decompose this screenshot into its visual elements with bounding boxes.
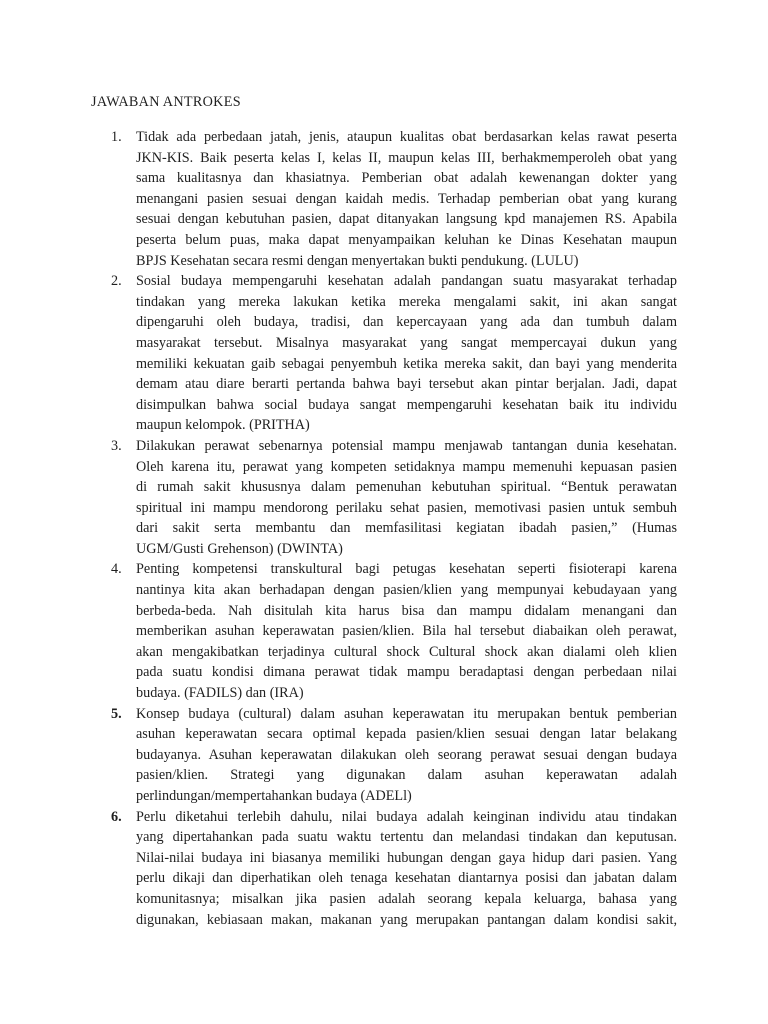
- answer-number: 5.: [111, 705, 122, 722]
- answer-line: komunitasnya; misalkan jika pasien adalah seorang kepala keluarga, bahasa yang: [136, 890, 677, 907]
- answer-line: Oleh karena itu, perawat yang kompeten setidaknya mampu memenuhi kepuasan pasien: [136, 458, 677, 475]
- answer-item: [0, 704, 768, 807]
- answer-line: Nilai-nilai budaya ini biasanya memiliki hubungan dengan gaya hidup dari pasien. Yang: [136, 849, 677, 866]
- answer-item: [0, 807, 768, 931]
- answer-line: memberikan asuhan keperawatan pasien/klien. Bila hal tersebut diabaikan oleh perawat,: [136, 623, 677, 640]
- answer-item: [0, 271, 768, 436]
- answer-line: spiritual ini mampu mendorong perilaku sehat pasien, memotivasi pasien untuk sembuh: [136, 499, 677, 516]
- answer-line: maupun kelompok. (PRITHA): [136, 417, 310, 434]
- answer-line: Penting kompetensi transkultural bagi petugas kesehatan seperti fisioterapi karena: [136, 561, 677, 578]
- answer-item: [0, 436, 768, 560]
- answer-line: perlindungan/mempertahankan budaya (ADELl): [136, 788, 412, 804]
- answer-line: dipengaruhi oleh budaya, tradisi, dan kepercayaan yang ada dan tumbuh dalam: [136, 314, 677, 331]
- answer-line: di rumah sakit khususnya dalam pemenuhan kebutuhan spiritual. “Bentuk perawatan: [136, 479, 677, 496]
- answer-line: BPJS Kesehatan secara resmi dengan menyertakan bukti pendukung. (LULU): [136, 252, 579, 269]
- answer-line: dari sakit serta membantu dan memfasilitasi kegiatan ibadah pasien,” (Humas: [136, 520, 677, 537]
- answer-line: JKN-KIS. Baik peserta kelas I, kelas II, maupun kelas III, berhakmemperoleh obat yang: [136, 149, 677, 166]
- answer-text: [136, 127, 677, 271]
- answer-line: peserta belum puas, maka dapat menyampaikan keluhan ke Dinas Kesehatan maupun: [136, 231, 677, 248]
- answer-line: menangani pasien sesuai dengan kaidah medis. Terhadap pemberian obat yang kurang: [136, 190, 677, 207]
- answer-line: pasien/klien. Strategi yang digunakan dalam asuhan keperawatan adalah: [136, 767, 677, 784]
- document-title: JAWABAN ANTROKES: [91, 94, 241, 110]
- answer-line: memiliki kekuatan gaib sebagai penyembuh ketika mereka sakit, dan bayi yang menderita: [136, 355, 677, 372]
- answer-list: [0, 127, 768, 930]
- answer-line: Tidak ada perbedaan jatah, jenis, ataupun kualitas obat berdasarkan kelas rawat peserta: [136, 129, 677, 145]
- answer-line: masyarakat tersebut. Misalnya masyarakat yang sangat mempercayai dukun yang: [136, 334, 677, 351]
- answer-text: [136, 704, 677, 807]
- answer-line: demam atau diare berarti pertanda bahwa bayi tersebut akan pintar berjalan. Jadi, dapat: [136, 376, 677, 393]
- answer-item: [0, 127, 768, 271]
- answer-line: pada suatu kondisi dimana perawat tidak mampu beradaptasi dengan perbedaan nilai: [136, 664, 677, 681]
- answer-number: 6.: [111, 808, 122, 825]
- answer-line: Sosial budaya mempengaruhi kesehatan adalah pandangan suatu masyarakat terhadap: [136, 273, 677, 290]
- answer-line: digunakan, kebiasaan makan, makanan yang merupakan pantangan dalam kondisi sakit,: [136, 911, 677, 928]
- answer-number: 3.: [111, 437, 122, 454]
- answer-line: akan mengakibatkan terjadinya cultural shock Cultural shock akan dialami oleh klien: [136, 643, 677, 660]
- answer-line: asuhan keperawatan secara optimal kepada pasien/klien sesuai dengan latar belakang: [136, 726, 677, 743]
- answer-line: UGM/Gusti Grehenson) (DWINTA): [136, 540, 343, 557]
- answer-text: [136, 436, 677, 560]
- answer-text: [136, 559, 677, 703]
- answer-number: 2.: [111, 273, 122, 290]
- answer-number: 1.: [111, 129, 122, 145]
- answer-line: nantinya kita akan berhadapan dengan pasien/klien yang mempunyai kebudayaan yang: [136, 582, 677, 599]
- answer-line: Dilakukan perawat sebenarnya potensial mampu menjawab tantangan dunia kesehatan.: [136, 437, 677, 454]
- answer-item: [0, 559, 768, 703]
- answer-line: sesuai dengan kebutuhan pasien, dapat ditanyakan langsung kpd manajemen RS. Apabila: [136, 211, 677, 228]
- answer-line: yang dipertahankan pada suatu waktu tertentu dan melandasi tindakan dan keputusan.: [136, 829, 677, 846]
- answer-line: budayanya. Asuhan keperawatan dilakukan oleh seorang perawat sesuai dengan budaya: [136, 746, 677, 763]
- answer-number: 4.: [111, 561, 122, 578]
- answer-text: [136, 271, 677, 436]
- answer-text: [136, 807, 677, 931]
- answer-line: Konsep budaya (cultural) dalam asuhan keperawatan itu merupakan bentuk pemberian: [136, 705, 677, 722]
- answer-line: budaya. (FADILS) dan (IRA): [136, 685, 304, 702]
- answer-line: Perlu diketahui terlebih dahulu, nilai budaya adalah keinginan individu atau tindakan: [136, 808, 677, 825]
- answer-line: tindakan yang mereka lakukan ketika mereka mengalami sakit, ini akan sangat: [136, 293, 677, 310]
- answer-line: berbeda-beda. Nah disitulah kita harus bisa dan mampu didalam menangani dan: [136, 602, 677, 619]
- answer-line: sama kualitasnya dan khasiatnya. Pemberian obat adalah kewenangan dokter yang: [136, 170, 677, 187]
- answer-line: perlu dikaji dan diperhatikan oleh tenaga kesehatan diantarnya posisi dan jabatan dalam: [136, 870, 677, 887]
- answer-line: disimpulkan bahwa social budaya sangat mempengaruhi kesehatan baik itu individu: [136, 396, 677, 413]
